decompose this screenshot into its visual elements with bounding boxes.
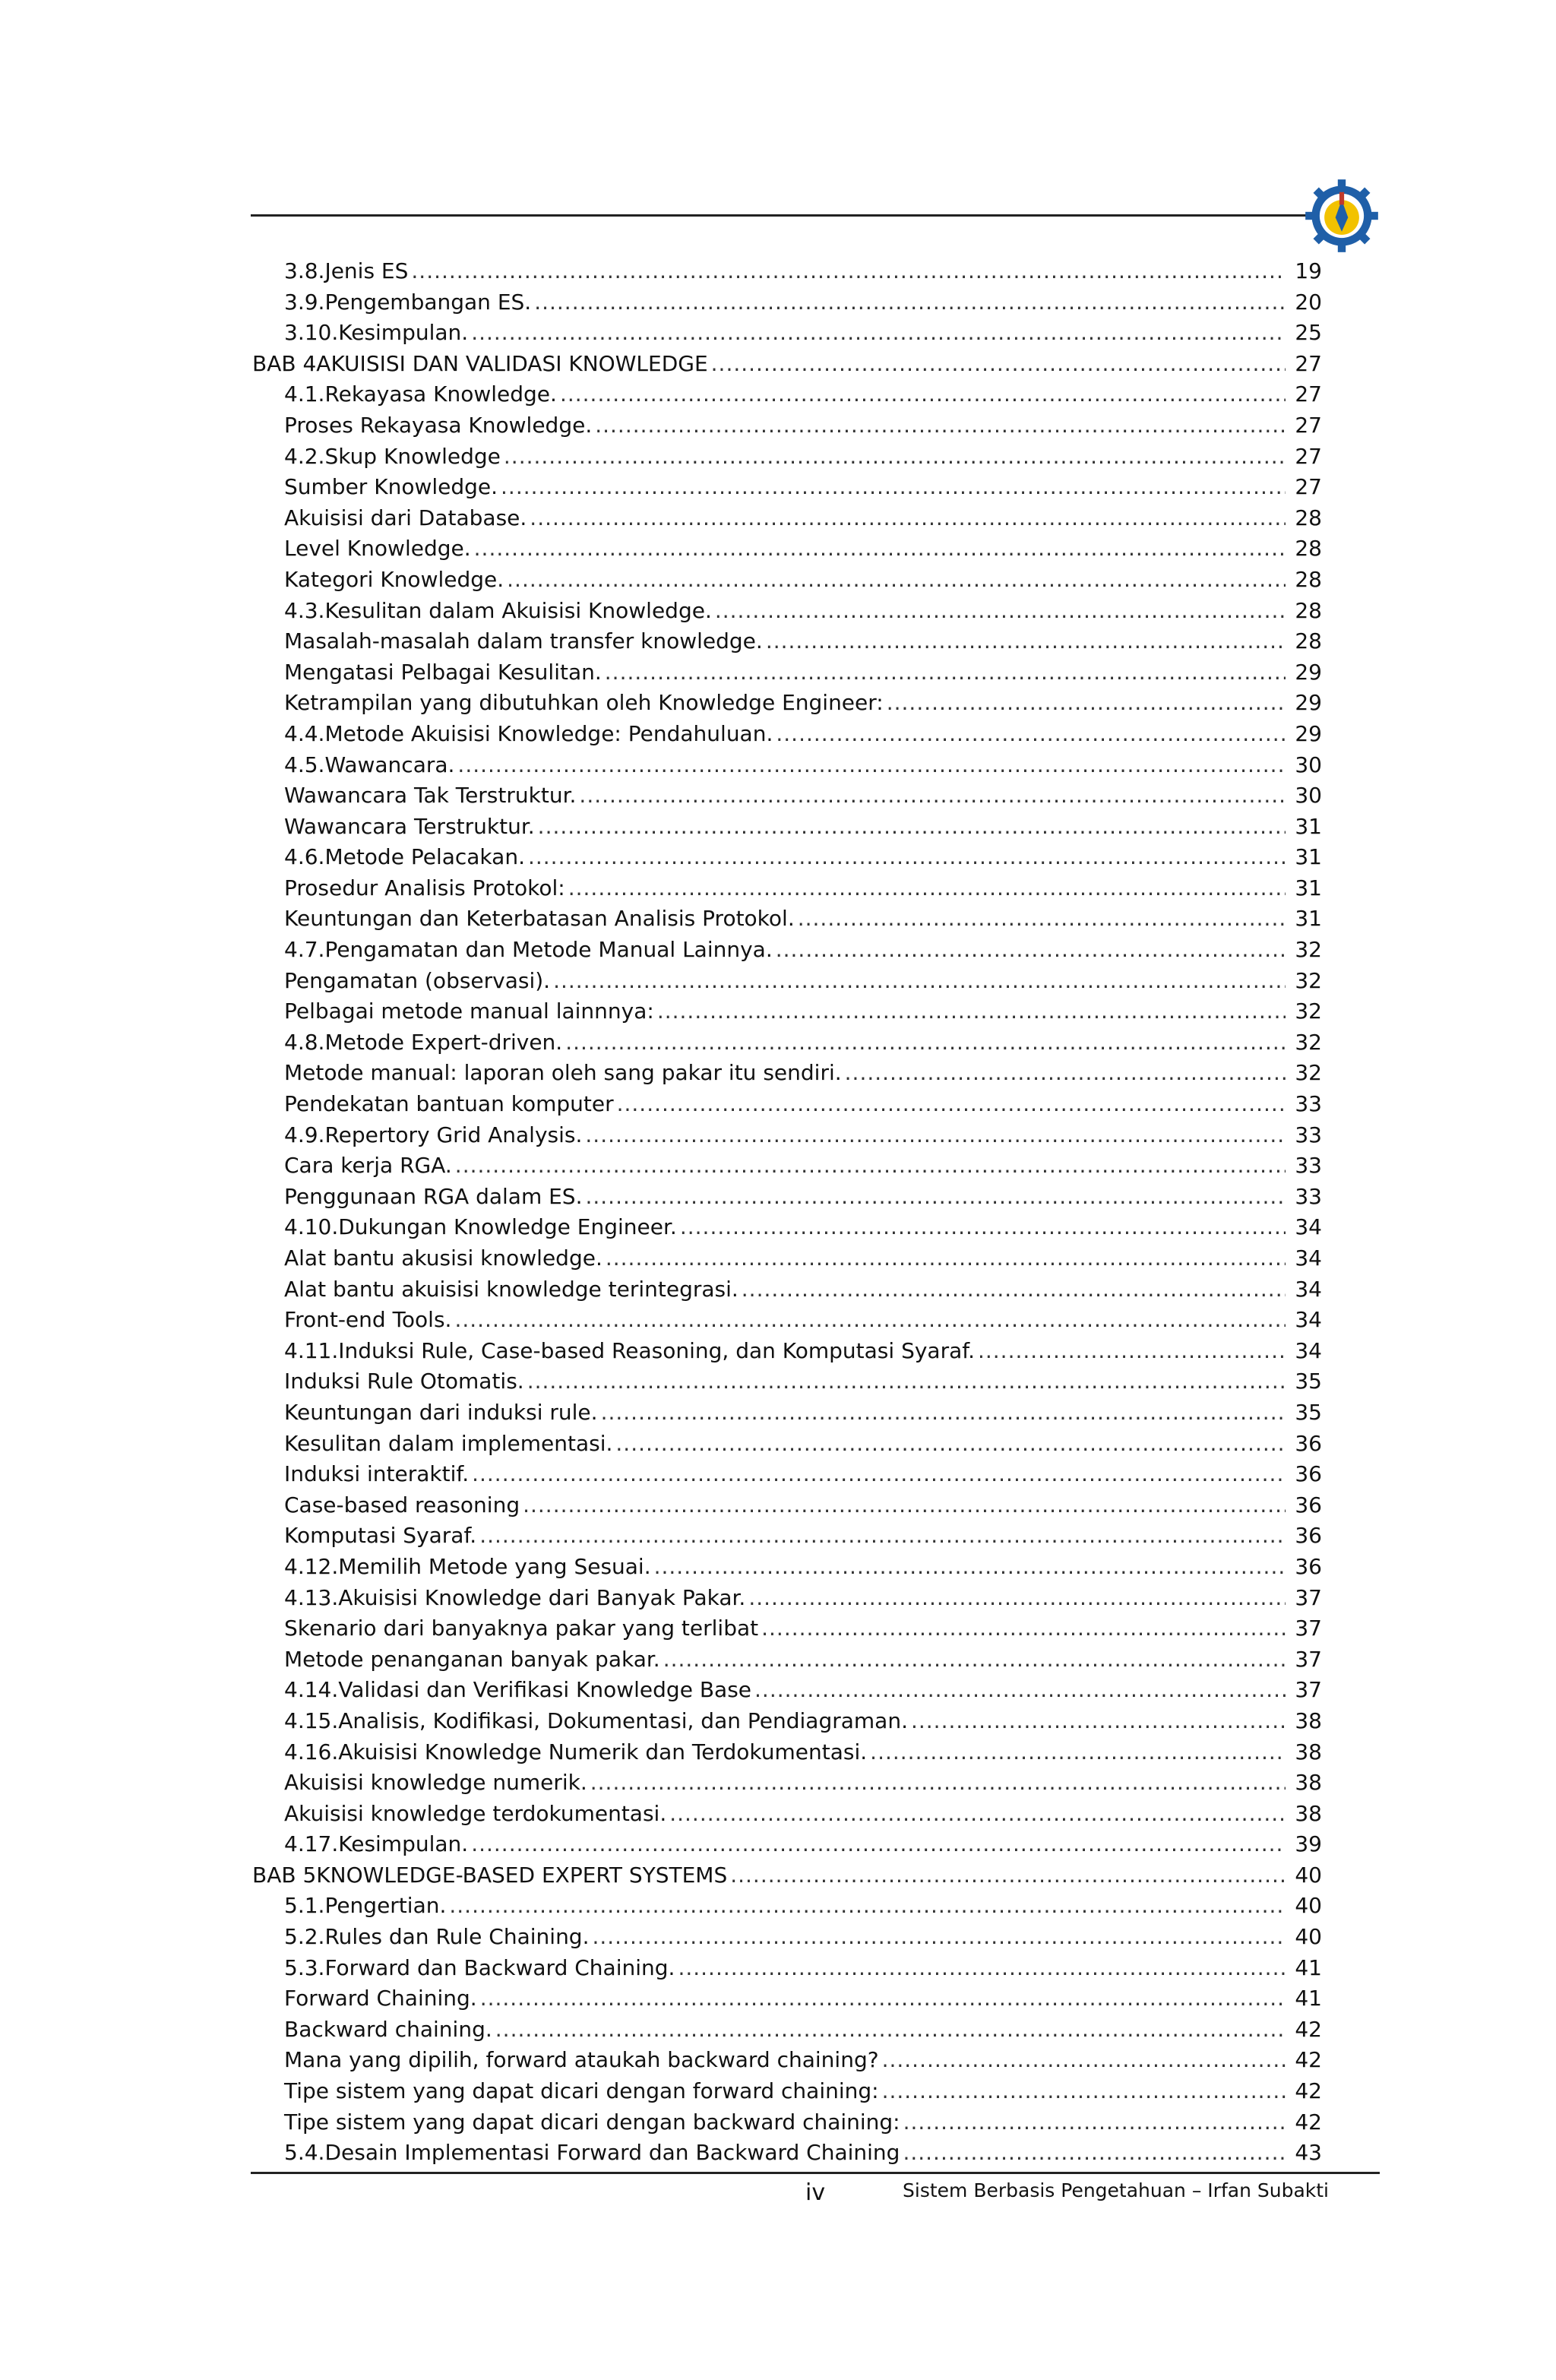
toc-entry-title: Akuisisi Knowledge Numerik dan Terdokumentasi. — [338, 1739, 868, 1764]
toc-entry-page: 36 — [1295, 1553, 1322, 1579]
toc-entry[interactable] — [252, 1274, 1322, 1306]
toc-entry[interactable] — [252, 1058, 1322, 1089]
toc-entry-page: 27 — [1295, 474, 1322, 500]
toc-entry-title: Akuisisi knowledge terdokumentasi. — [284, 1800, 667, 1826]
toc-entry-title: Pengamatan dan Metode Manual Lainnya. — [324, 937, 773, 963]
toc-entry-title: Memilih Metode yang Sesuai. — [338, 1553, 651, 1579]
toc-entry-page: 40 — [1295, 1924, 1322, 1950]
toc-entry[interactable] — [252, 1336, 1322, 1367]
toc-entry[interactable] — [252, 1799, 1322, 1830]
toc-entry-page: 42 — [1295, 2047, 1322, 2073]
toc-entry[interactable] — [252, 596, 1322, 627]
toc-entry-title: Tipe sistem yang dapat dicari dengan forward chaining: — [284, 2078, 879, 2104]
toc-entry-title: Penggunaan RGA dalam ES. — [284, 1183, 583, 1209]
toc-entry[interactable] — [252, 1583, 1322, 1614]
toc-entry-number: 3.9. — [284, 289, 325, 315]
toc-leader-dots — [617, 1089, 1286, 1120]
toc-leader-dots — [590, 1768, 1286, 1799]
toc-entry-page: 30 — [1295, 783, 1322, 809]
toc-entry-title: Mana yang dipilih, forward ataukah backward chaining? — [284, 2047, 879, 2073]
toc-entry[interactable] — [252, 935, 1322, 966]
toc-entry[interactable] — [252, 1089, 1322, 1120]
toc-entry-title: KNOWLEDGE-BASED EXPERT SYSTEMS — [316, 1862, 728, 1888]
toc-leader-dots — [480, 1983, 1286, 2014]
toc-entry[interactable] — [252, 1150, 1322, 1182]
toc-entry[interactable] — [252, 2138, 1322, 2169]
toc-leader-dots — [538, 812, 1286, 843]
toc-leader-dots — [776, 719, 1286, 750]
toc-leader-dots — [455, 1150, 1286, 1182]
toc-entry-page: 27 — [1295, 412, 1322, 438]
toc-leader-dots — [663, 1644, 1286, 1676]
toc-leader-dots — [742, 1274, 1286, 1306]
toc-entry[interactable] — [252, 1613, 1322, 1644]
toc-leader-dots — [560, 379, 1286, 410]
toc-leader-dots — [507, 565, 1286, 596]
toc-entry-page: 29 — [1295, 690, 1322, 716]
toc-entry[interactable] — [252, 1891, 1322, 1922]
toc-entry-title: Pengamatan (observasi). — [284, 967, 551, 993]
toc-entry[interactable] — [252, 1243, 1322, 1274]
toc-entry-page: 33 — [1295, 1122, 1322, 1147]
toc-entry-page: 25 — [1295, 320, 1322, 346]
toc-entry[interactable] — [252, 1552, 1322, 1583]
toc-entry-page: 33 — [1295, 1091, 1322, 1117]
toc-entry-number: 5.4. — [284, 2140, 325, 2166]
toc-leader-dots — [845, 1058, 1286, 1089]
toc-leader-dots — [903, 2107, 1286, 2138]
toc-leader-dots — [615, 1429, 1286, 1460]
toc-entry-title: Pelbagai metode manual lainnnya: — [284, 999, 654, 1024]
toc-leader-dots — [479, 1521, 1286, 1552]
toc-entry-page: 32 — [1295, 937, 1322, 963]
toc-entry-number: 4.11. — [284, 1337, 339, 1363]
toc-entry-page: 42 — [1295, 2109, 1322, 2135]
header-rule — [251, 214, 1314, 217]
toc-entry-title: Akuisisi knowledge numerik. — [284, 1770, 587, 1796]
toc-entry-page: 29 — [1295, 720, 1322, 746]
toc-leader-dots — [911, 1706, 1286, 1737]
toc-entry-title: Ketrampilan yang dibutuhkan oleh Knowledge Engineer: — [284, 690, 884, 716]
toc-leader-dots — [754, 1675, 1286, 1706]
toc-leader-dots — [776, 935, 1286, 966]
toc-entry-page: 34 — [1295, 1276, 1322, 1302]
toc-leader-dots — [978, 1336, 1286, 1367]
toc-entry-title: Desain Implementasi Forward dan Backward Chaining — [324, 2140, 900, 2166]
toc-entry-title: Keuntungan dari induksi rule. — [284, 1399, 598, 1425]
toc-entry-title: Mengatasi Pelbagai Kesulitan. — [284, 659, 602, 685]
toc-leader-dots — [534, 287, 1286, 318]
toc-entry-title: Metode Pelacakan. — [324, 844, 525, 870]
toc-entry-title: Metode penanganan banyak pakar. — [284, 1646, 660, 1672]
toc-entry[interactable] — [252, 1366, 1322, 1397]
toc-entry-title: Forward Chaining. — [284, 1986, 477, 2011]
toc-entry-title: Rules dan Rule Chaining. — [324, 1924, 590, 1950]
toc-entry-page: 31 — [1295, 813, 1322, 839]
toc-entry-page: 33 — [1295, 1183, 1322, 1209]
toc-entry-title: Skenario dari banyaknya pakar yang terlibat — [284, 1616, 759, 1641]
university-logo-icon — [1302, 176, 1381, 255]
toc-entry[interactable] — [252, 1521, 1322, 1552]
toc-entry[interactable] — [252, 966, 1322, 997]
toc-entry-number: 4.15. — [284, 1707, 339, 1733]
toc-entry-page: 37 — [1295, 1584, 1322, 1610]
toc-entry-page: 36 — [1295, 1430, 1322, 1456]
toc-entry[interactable] — [252, 287, 1322, 318]
toc-entry-title: Alat bantu akuisisi knowledge terintegrasi. — [284, 1276, 738, 1302]
toc-leader-dots — [870, 1737, 1286, 1768]
toc-entry-page: 32 — [1295, 1060, 1322, 1086]
toc-entry-title: Induksi interaktif. — [284, 1461, 470, 1487]
toc-entry-title: Wawancara. — [324, 752, 455, 777]
footer-rule — [251, 2172, 1380, 2174]
toc-entry[interactable] — [252, 1860, 1322, 1891]
toc-entry-number: 4.6. — [284, 844, 325, 870]
toc-entry-number: 4.14. — [284, 1677, 339, 1703]
toc-entry-number: 4.3. — [284, 597, 325, 623]
toc-leader-dots — [680, 1212, 1286, 1243]
toc-entry-page: 28 — [1295, 505, 1322, 530]
toc-leader-dots — [585, 1182, 1286, 1213]
toc-entry-title: Repertory Grid Analysis. — [324, 1122, 583, 1147]
toc-leader-dots — [565, 1027, 1286, 1059]
toc-entry[interactable] — [252, 626, 1322, 657]
toc-entry-title: Metode Akuisisi Knowledge: Pendahuluan. — [324, 720, 773, 746]
toc-entry-page: 41 — [1295, 1986, 1322, 2011]
toc-entry[interactable] — [252, 1675, 1322, 1706]
toc-entry-title: Jenis ES — [324, 258, 409, 283]
toc-leader-dots — [669, 1799, 1286, 1830]
toc-entry-title: Skup Knowledge — [324, 443, 501, 469]
toc-entry-title: Alat bantu akusisi knowledge. — [284, 1245, 602, 1271]
toc-leader-dots — [601, 1397, 1286, 1429]
toc-entry-number: 4.2. — [284, 443, 325, 469]
toc-entry-title: Induksi Rule Otomatis. — [284, 1369, 524, 1394]
toc-entry-page: 29 — [1295, 659, 1322, 685]
toc-entry-title: Case-based reasoning — [284, 1492, 520, 1518]
toc-entry-title: Forward dan Backward Chaining. — [324, 1954, 675, 1980]
toc-entry[interactable] — [252, 2045, 1322, 2076]
toc-entry[interactable] — [252, 442, 1322, 473]
toc-entry-page: 31 — [1295, 875, 1322, 900]
toc-leader-dots — [471, 1829, 1286, 1860]
toc-entry-title: Analisis, Kodifikasi, Dokumentasi, dan Pendiagraman. — [338, 1707, 908, 1733]
toc-entry[interactable] — [252, 750, 1322, 781]
toc-leader-dots — [606, 1243, 1286, 1274]
toc-entry-title: Pendekatan bantuan komputer — [284, 1091, 614, 1117]
toc-entry-title: Metode manual: laporan oleh sang pakar itu sendiri. — [284, 1060, 842, 1086]
toc-entry[interactable] — [252, 503, 1322, 534]
toc-entry[interactable] — [252, 904, 1322, 935]
toc-entry-title: Validasi dan Verifikasi Knowledge Base — [338, 1677, 752, 1703]
toc-entry-page: 35 — [1295, 1369, 1322, 1394]
toc-leader-dots — [887, 688, 1286, 719]
toc-leader-dots — [654, 1552, 1286, 1583]
toc-entry-number: 3.8. — [284, 258, 325, 283]
toc-entry-number: 4.4. — [284, 720, 325, 746]
toc-entry-page: 27 — [1295, 443, 1322, 469]
toc-entry-title: Prosedur Analisis Protokol: — [284, 875, 565, 900]
toc-entry-number: 4.9. — [284, 1122, 325, 1147]
toc-entry-page: 42 — [1295, 2078, 1322, 2104]
toc-entry-page: 38 — [1295, 1770, 1322, 1796]
toc-leader-dots — [528, 842, 1286, 873]
toc-entry-title: Wawancara Tak Terstruktur. — [284, 783, 577, 809]
toc-entry[interactable] — [252, 719, 1322, 750]
toc-leader-dots — [711, 349, 1286, 380]
toc-entry-page: 31 — [1295, 906, 1322, 932]
toc-entry[interactable] — [252, 1305, 1322, 1336]
toc-entry[interactable] — [252, 1737, 1322, 1768]
toc-entry-title: Front-end Tools. — [284, 1307, 452, 1333]
toc-entry[interactable] — [252, 1120, 1322, 1151]
toc-entry-title: Wawancara Terstruktur. — [284, 813, 535, 839]
toc-entry-page: 34 — [1295, 1214, 1322, 1240]
toc-entry-title: AKUISISI DAN VALIDASI KNOWLEDGE — [316, 350, 708, 376]
toc-leader-dots — [715, 596, 1286, 627]
toc-leader-dots — [501, 472, 1286, 503]
toc-leader-dots — [579, 780, 1286, 812]
toc-entry-page: 32 — [1295, 999, 1322, 1024]
toc-entry-title: Dukungan Knowledge Engineer. — [338, 1214, 677, 1240]
toc-entry-page: 33 — [1295, 1153, 1322, 1179]
toc-entry-page: 37 — [1295, 1646, 1322, 1672]
toc-entry-title: Tipe sistem yang dapat dicari dengan backward chaining: — [284, 2109, 900, 2135]
toc-entry[interactable] — [252, 379, 1322, 410]
toc-entry[interactable] — [252, 812, 1322, 843]
toc-entry-page: 38 — [1295, 1707, 1322, 1733]
toc-entry[interactable] — [252, 1490, 1322, 1521]
toc-entry-number: 4.17. — [284, 1831, 339, 1857]
toc-entry-number: 4.12. — [284, 1553, 339, 1579]
toc-leader-dots — [766, 626, 1286, 657]
toc-entry[interactable] — [252, 565, 1322, 596]
toc-entry[interactable] — [252, 1397, 1322, 1429]
toc-entry-page: 38 — [1295, 1800, 1322, 1826]
toc-entry-number: BAB 4 — [252, 350, 317, 376]
toc-entry-title: Akuisisi Knowledge dari Banyak Pakar. — [338, 1584, 746, 1610]
toc-entry-page: 31 — [1295, 844, 1322, 870]
footer-page-number: iv — [805, 2179, 826, 2206]
toc-leader-dots — [411, 256, 1286, 287]
toc-entry-page: 34 — [1295, 1307, 1322, 1333]
toc-entry-page: 35 — [1295, 1399, 1322, 1425]
toc-entry[interactable] — [252, 2076, 1322, 2107]
toc-entry-page: 30 — [1295, 752, 1322, 777]
toc-entry-title: Metode Expert-driven. — [324, 1029, 563, 1055]
toc-entry-title: Level Knowledge. — [284, 536, 471, 562]
toc-entry[interactable] — [252, 533, 1322, 565]
toc-entry-number: 4.10. — [284, 1214, 339, 1240]
toc-entry-page: 28 — [1295, 597, 1322, 623]
toc-entry[interactable] — [252, 1182, 1322, 1213]
toc-entry-number: BAB 5 — [252, 1862, 317, 1888]
toc-entry[interactable] — [252, 688, 1322, 719]
toc-leader-dots — [449, 1891, 1286, 1922]
toc-entry-page: 43 — [1295, 2140, 1322, 2166]
toc-entry-title: Keuntungan dan Keterbatasan Analisis Protokol. — [284, 906, 795, 932]
toc-leader-dots — [798, 904, 1286, 935]
toc-entry[interactable] — [252, 1768, 1322, 1799]
toc-leader-dots — [457, 750, 1286, 781]
toc-entry-page: 34 — [1295, 1245, 1322, 1271]
toc-entry-title: Kesulitan dalam Akuisisi Knowledge. — [324, 597, 712, 623]
toc-entry[interactable] — [252, 1829, 1322, 1860]
table-of-contents — [252, 256, 1322, 2169]
toc-entry-title: Sumber Knowledge. — [284, 474, 498, 500]
toc-entry-title: Komputasi Syaraf. — [284, 1523, 477, 1549]
toc-entry-number: 5.3. — [284, 1954, 325, 1980]
toc-entry[interactable] — [252, 996, 1322, 1027]
toc-entry-page: 40 — [1295, 1862, 1322, 1888]
toc-entry[interactable] — [252, 1922, 1322, 1953]
toc-entry-number: 5.2. — [284, 1924, 325, 1950]
toc-entry-title: Pengertian. — [324, 1893, 447, 1919]
toc-entry[interactable] — [252, 842, 1322, 873]
toc-entry-title: Masalah-masalah dalam transfer knowledge. — [284, 628, 763, 654]
toc-entry-page: 38 — [1295, 1739, 1322, 1764]
toc-entry-page: 39 — [1295, 1831, 1322, 1857]
toc-leader-dots — [730, 1860, 1286, 1891]
toc-leader-dots — [527, 1366, 1286, 1397]
toc-leader-dots — [592, 1922, 1286, 1953]
toc-leader-dots — [605, 657, 1286, 688]
toc-entry[interactable] — [252, 873, 1322, 904]
toc-entry[interactable] — [252, 657, 1322, 688]
toc-entry-page: 28 — [1295, 566, 1322, 592]
toc-leader-dots — [472, 1459, 1286, 1490]
toc-entry-number: 3.10. — [284, 320, 339, 346]
toc-leader-dots — [471, 318, 1286, 349]
toc-entry[interactable] — [252, 1953, 1322, 1984]
toc-entry[interactable] — [252, 256, 1322, 287]
toc-entry[interactable] — [252, 349, 1322, 380]
toc-entry-title: Proses Rekayasa Knowledge. — [284, 412, 593, 438]
toc-entry-page: 19 — [1295, 258, 1322, 283]
toc-entry[interactable] — [252, 410, 1322, 442]
toc-entry-title: Rekayasa Knowledge. — [324, 381, 557, 407]
toc-entry[interactable] — [252, 2014, 1322, 2046]
toc-entry-title: Kesulitan dalam implementasi. — [284, 1430, 613, 1456]
toc-entry-number: 4.16. — [284, 1739, 339, 1764]
toc-entry-number: 4.13. — [284, 1584, 339, 1610]
toc-leader-dots — [454, 1305, 1286, 1336]
toc-entry-page: 28 — [1295, 536, 1322, 562]
toc-entry-page: 37 — [1295, 1677, 1322, 1703]
toc-entry-page: 40 — [1295, 1893, 1322, 1919]
toc-entry-page: 42 — [1295, 2016, 1322, 2042]
toc-leader-dots — [504, 442, 1286, 473]
toc-entry[interactable] — [252, 318, 1322, 349]
toc-entry-page: 36 — [1295, 1461, 1322, 1487]
toc-entry[interactable] — [252, 2107, 1322, 2138]
toc-entry-number: 4.1. — [284, 381, 325, 407]
toc-leader-dots — [474, 533, 1286, 565]
toc-entry-page: 27 — [1295, 350, 1322, 376]
toc-leader-dots — [657, 996, 1286, 1027]
toc-entry-number: 4.8. — [284, 1029, 325, 1055]
toc-entry-page: 36 — [1295, 1523, 1322, 1549]
toc-entry-title: Kesimpulan. — [338, 320, 469, 346]
toc-leader-dots — [882, 2076, 1286, 2107]
toc-leader-dots — [748, 1583, 1286, 1614]
toc-entry[interactable] — [252, 472, 1322, 503]
toc-entry-page: 37 — [1295, 1616, 1322, 1641]
toc-entry-number: 4.5. — [284, 752, 325, 777]
toc-entry-title: Kesimpulan. — [338, 1831, 469, 1857]
toc-entry-page: 32 — [1295, 1029, 1322, 1055]
toc-leader-dots — [585, 1120, 1286, 1151]
toc-entry[interactable] — [252, 1983, 1322, 2014]
toc-entry-number: 4.7. — [284, 937, 325, 963]
toc-entry-page: 28 — [1295, 628, 1322, 654]
toc-entry-title: Akuisisi dari Database. — [284, 505, 527, 530]
toc-entry-page: 27 — [1295, 381, 1322, 407]
toc-leader-dots — [530, 503, 1286, 534]
toc-entry-title: Cara kerja RGA. — [284, 1153, 452, 1179]
toc-entry-page: 34 — [1295, 1337, 1322, 1363]
toc-entry-page: 41 — [1295, 1954, 1322, 1980]
toc-leader-dots — [903, 2138, 1286, 2169]
toc-entry-page: 32 — [1295, 967, 1322, 993]
toc-leader-dots — [882, 2045, 1286, 2076]
footer-book-title: Sistem Berbasis Pengetahuan – Irfan Subakti — [903, 2179, 1329, 2201]
toc-leader-dots — [595, 410, 1286, 442]
toc-entry[interactable] — [252, 1644, 1322, 1676]
toc-leader-dots — [568, 873, 1286, 904]
toc-entry-page: 20 — [1295, 289, 1322, 315]
toc-entry-title: Induksi Rule, Case-based Reasoning, dan Komputasi Syaraf. — [338, 1337, 975, 1363]
toc-entry[interactable] — [252, 1027, 1322, 1059]
toc-entry[interactable] — [252, 1429, 1322, 1460]
toc-leader-dots — [678, 1953, 1286, 1984]
toc-entry[interactable] — [252, 1706, 1322, 1737]
toc-entry-title: Kategori Knowledge. — [284, 566, 504, 592]
toc-entry-number: 5.1. — [284, 1893, 325, 1919]
toc-entry-title: Backward chaining. — [284, 2016, 492, 2042]
toc-leader-dots — [495, 2014, 1286, 2046]
toc-entry-title: Pengembangan ES. — [324, 289, 532, 315]
toc-leader-dots — [553, 966, 1286, 997]
toc-entry[interactable] — [252, 1459, 1322, 1490]
toc-leader-dots — [761, 1613, 1286, 1644]
toc-entry[interactable] — [252, 780, 1322, 812]
toc-entry[interactable] — [252, 1212, 1322, 1243]
toc-leader-dots — [523, 1490, 1286, 1521]
toc-entry-page: 36 — [1295, 1492, 1322, 1518]
